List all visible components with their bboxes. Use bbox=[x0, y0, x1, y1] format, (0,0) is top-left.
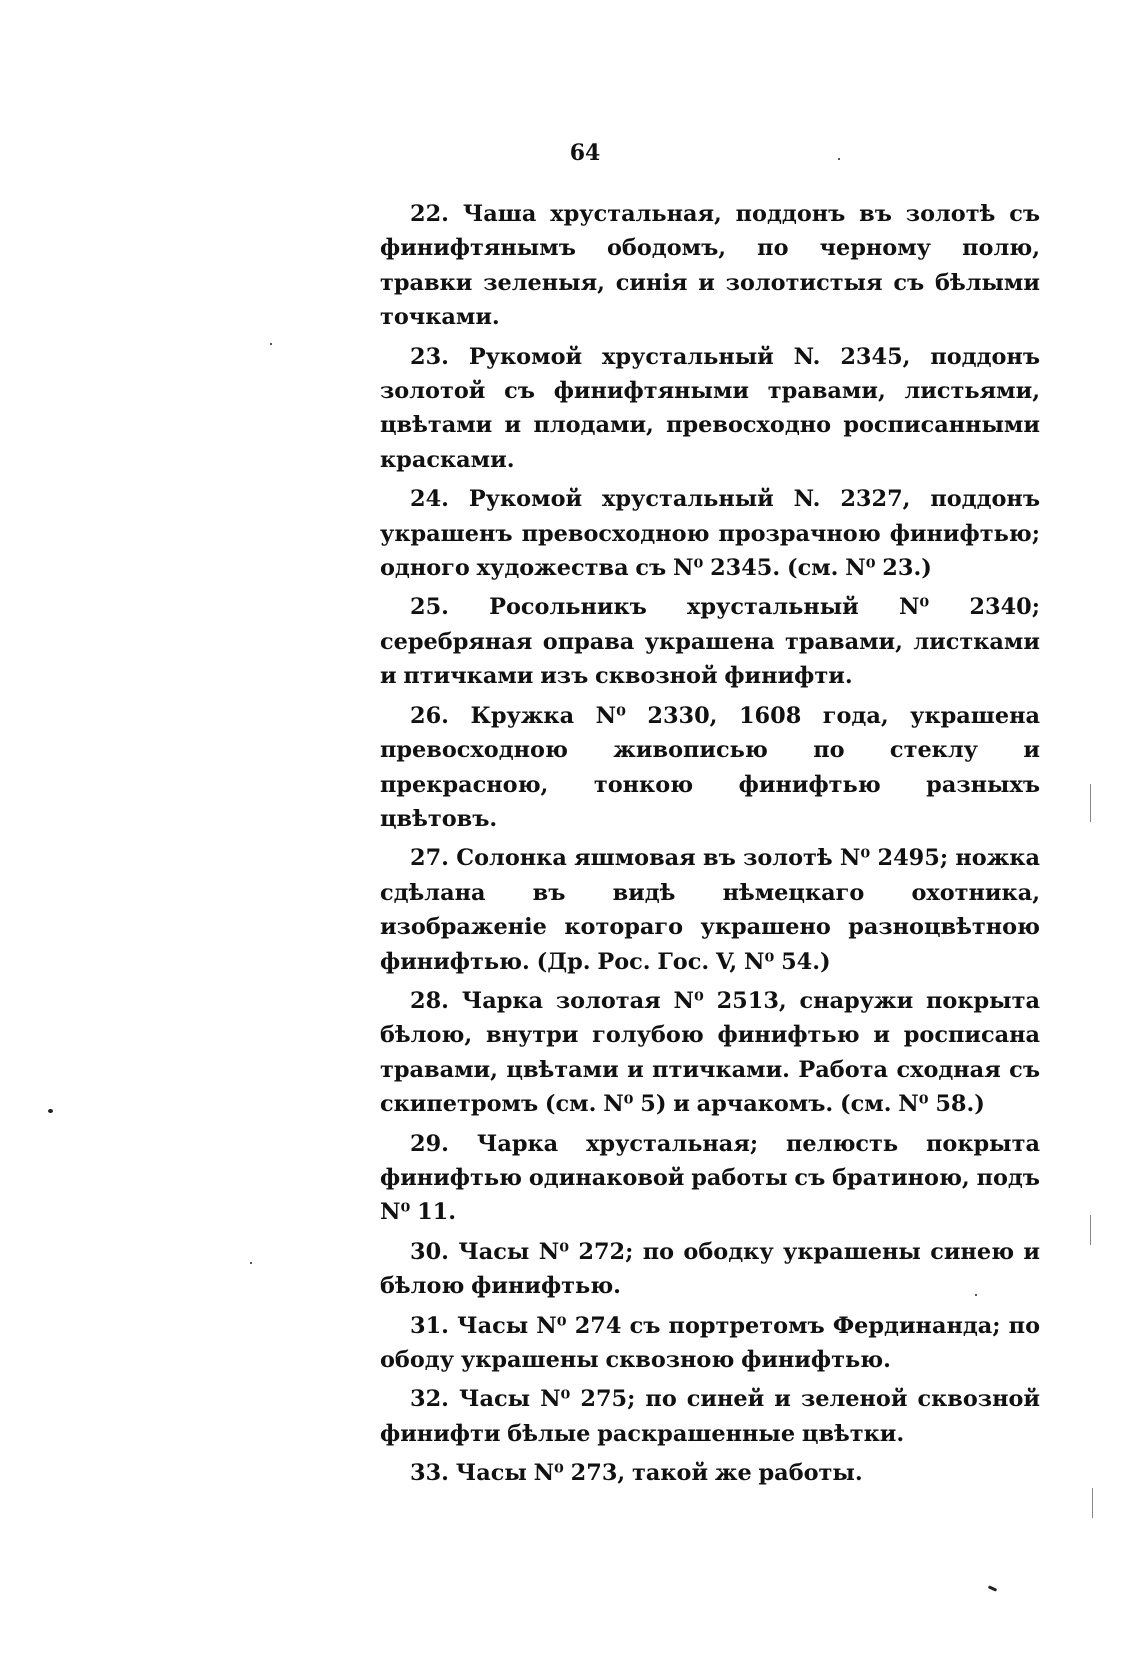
catalog-entry-29 bbox=[380, 1127, 1040, 1230]
entry-number: 23. bbox=[410, 343, 449, 370]
scan-speck bbox=[48, 1109, 53, 1113]
entry-number: 28. bbox=[410, 987, 449, 1014]
entry-text: Чарка золотая N⁰ 2513, снаружи покрыта бѣлою, внутри голубою финифтью и росписана травами, цвѣтами и птичками. Работа сходная съ скипетромъ (см. N⁰ 5) и арчакомъ. (см. N⁰ 58.) bbox=[380, 987, 1040, 1118]
catalog-entry-33 bbox=[380, 1456, 1040, 1490]
scan-speck bbox=[988, 1585, 997, 1592]
entry-text: Часы N⁰ 272; по ободку украшены синею и бѣлою финифтью. bbox=[380, 1238, 1040, 1300]
scan-speck bbox=[250, 1262, 252, 1264]
scan-speck bbox=[270, 343, 272, 345]
catalog-entry-31 bbox=[380, 1309, 1040, 1378]
scan-speck bbox=[975, 1294, 977, 1296]
scan-speck bbox=[838, 158, 840, 160]
entry-number: 29. bbox=[410, 1130, 449, 1157]
page-number: 64 bbox=[569, 140, 601, 166]
catalog-entry-32 bbox=[380, 1382, 1040, 1451]
entry-text: Кружка N⁰ 2330, 1608 года, украшена превосходною живописью по стеклу и прекрасною, тонкою финифтью разныхъ цвѣтовъ. bbox=[380, 702, 1041, 832]
entry-number: 24. bbox=[410, 486, 449, 513]
entry-number: 27. bbox=[410, 845, 449, 872]
entry-number: 33. bbox=[410, 1460, 449, 1487]
entry-number: 30. bbox=[410, 1238, 449, 1265]
catalog-entry-24 bbox=[380, 482, 1040, 585]
entry-number: 26. bbox=[410, 702, 449, 729]
entry-text: Часы N⁰ 274 съ портретомъ Фердинанда; по ободу украшены сквозною финифтью. bbox=[380, 1312, 1041, 1373]
entry-text: Рукомой хрустальный N. 2345, поддонъ золотой съ финифтяными травами, листьями, цвѣтами и плодами, превосходно росписанными красками. bbox=[380, 343, 1040, 473]
catalog-entry-30 bbox=[380, 1235, 1040, 1304]
entry-number: 22. bbox=[410, 201, 449, 227]
catalog-entries bbox=[380, 197, 1040, 1496]
scan-edge-mark bbox=[1090, 784, 1091, 822]
entry-text: Солонка яшмовая въ золотѣ N⁰ 2495; ножка сдѣлана въ видѣ нѣмецкаго охотника, изображеніе котораго украшено разноцвѣтною финифтью. (Др. Рос. Гос. V, N⁰ 54.) bbox=[380, 845, 1041, 975]
entry-text: Часы N⁰ 273, такой же работы. bbox=[455, 1460, 863, 1487]
entry-text: Чарка хрустальная; пелюсть покрыта финифтью одинаковой работы съ братиною, подъ N⁰ 11. bbox=[380, 1130, 1041, 1226]
entry-number: 31. bbox=[410, 1312, 449, 1339]
catalog-entry-26 bbox=[380, 699, 1040, 837]
catalog-entry-22 bbox=[380, 197, 1040, 335]
entry-number: 25. bbox=[410, 594, 449, 621]
entry-text: Чаша хрустальная, поддонъ въ золотѣ съ финифтянымъ ободомъ, по черному полю, травки зеленыя, синія и золотистыя съ бѣлыми точками. bbox=[380, 201, 1041, 331]
scan-edge-mark bbox=[1090, 1215, 1091, 1245]
scan-edge-mark bbox=[1092, 1488, 1093, 1518]
catalog-entry-28 bbox=[380, 984, 1040, 1122]
entry-number: 32. bbox=[410, 1386, 449, 1413]
entry-text: Часы N⁰ 275; по синей и зеленой сквозной финифти бѣлые раскрашенные цвѣтки. bbox=[380, 1386, 1040, 1447]
catalog-entry-23 bbox=[380, 340, 1040, 478]
entry-text: Росольникъ хрустальный N⁰ 2340; серебряная оправа украшена травами, листками и птичками изъ сквозной финифти. bbox=[380, 594, 1041, 690]
entry-text: Рукомой хрустальный N. 2327, поддонъ украшенъ превосходною прозрачною финифтью; одного художества съ N⁰ 2345. (см. N⁰ 23.) bbox=[380, 486, 1040, 582]
catalog-entry-25 bbox=[380, 590, 1040, 693]
catalog-entry-27 bbox=[380, 841, 1040, 979]
